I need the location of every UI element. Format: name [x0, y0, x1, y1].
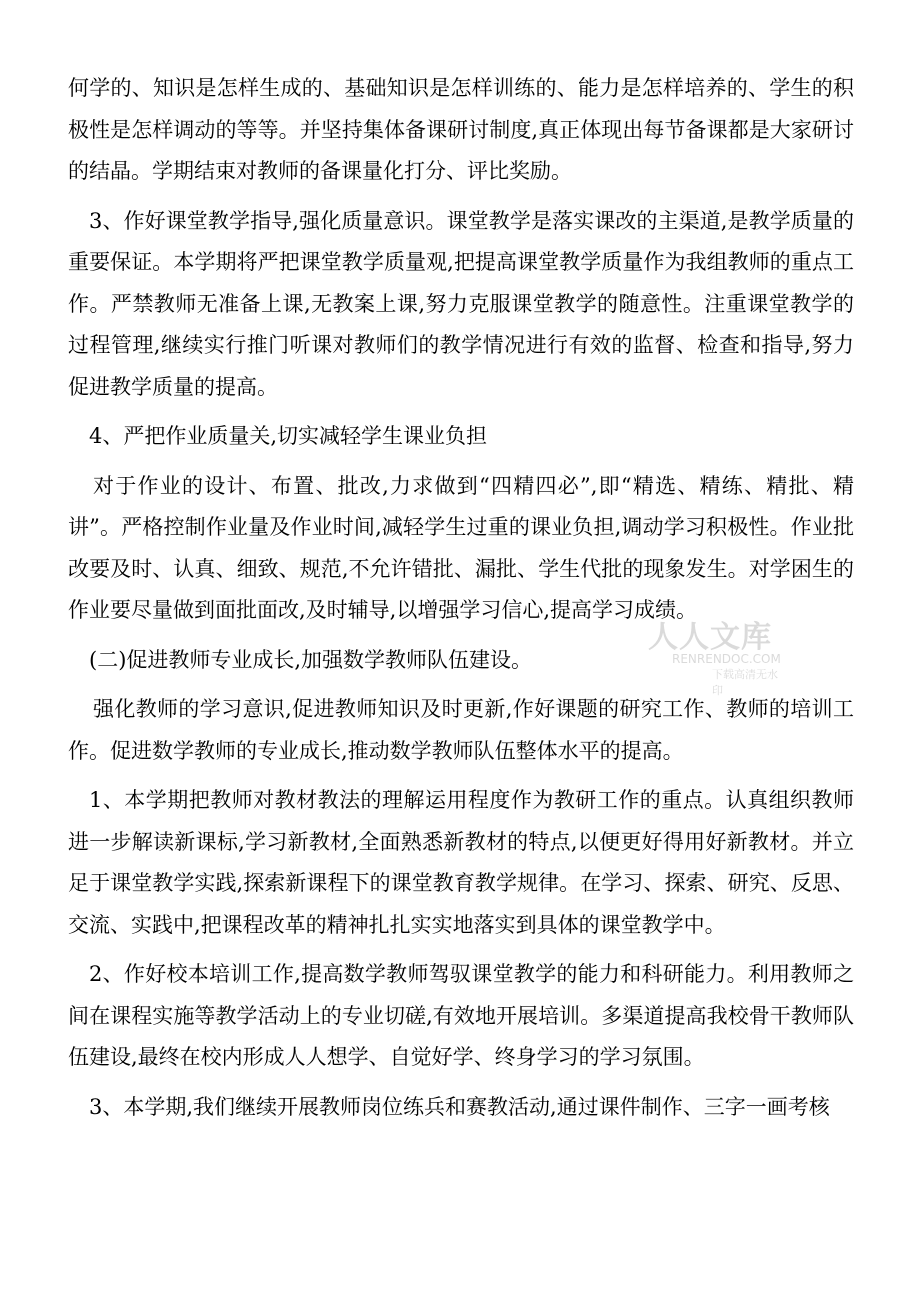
section-heading-2: (二)促进教师专业成长,加强数学教师队伍建设。 [89, 647, 533, 672]
document-body [68, 68, 854, 1128]
paragraph-homework: 对于作业的设计、布置、批改,力求做到“四精四必”,即“精选、精练、精批、精讲”。严格控制作业量及作业时间,减轻学生过重的课业负担,调动学习积极性。作业批改要及时、认真、细致、规范,不允许错批、漏批、学生代批的现象发生。对学困生的作业要尽量做到面批面改,及时辅导,以增强学习信心,提高学习成绩。 [68, 473, 854, 622]
watermark-site: RENRENDOC.COM [672, 652, 781, 666]
watermark-title: 人人文库 [648, 620, 772, 655]
paragraph-heading-4: 4、严把作业质量关,切实减轻学生课业负担 [89, 424, 488, 448]
paragraph-item-1: 1、本学期把教师对教材教法的理解运用程度作为教研工作的重点。认真组织教师进一步解读新课标,学习新教材,全面熟悉新教材的特点,以便更好得用好新教材。并立足于课堂教学实践,探索新课程下的课堂教育教学规律。在学习、探索、研究、反思、交流、实践中,把课程改革的精神扎扎实实地落实到具体的课堂教学中。 [68, 788, 854, 937]
watermark-note: 下载高清无水印 [712, 668, 778, 697]
paragraph-learning-awareness: 强化教师的学习意识,促进教师知识及时更新,作好课题的研究工作、教师的培训工作。促进数学教师的专业成长,推动数学教师队伍整体水平的提高。 [68, 697, 854, 763]
paragraph-item-2: 2、作好校本培训工作,提高数学教师驾驭课堂教学的能力和科研能力。利用教师之间在课程实施等教学活动上的专业切磋,有效地开展培训。多渠道提高我校骨干教师队伍建设,最终在校内形成人人想学、自觉好学、终身学习的学习氛围。 [68, 962, 854, 1069]
paragraph-item-3: 3、作好课堂教学指导,强化质量意识。课堂教学是落实课改的主渠道,是教学质量的重要保证。本学期将严把课堂教学质量观,把提高课堂教学质量作为我组教师的重点工作。严禁教师无准备上课,无教案上课,努力克服课堂教学的随意性。注重课堂教学的过程管理,继续实行推门听课对教师们的教学情况进行有效的监督、检查和指导,努力促进教学质量的提高。 [68, 208, 854, 399]
paragraph-continuation: 何学的、知识是怎样生成的、基础知识是怎样训练的、能力是怎样培养的、学生的积极性是怎样调动的等等。并坚持集体备课研讨制度,真正体现出每节备课都是大家研讨的结晶。学期结束对教师的备课量化打分、评比奖励。 [68, 76, 854, 183]
paragraph-item-3b: 3、本学期,我们继续开展教师岗位练兵和赛教活动,通过课件制作、三字一画考核 [89, 1094, 830, 1119]
